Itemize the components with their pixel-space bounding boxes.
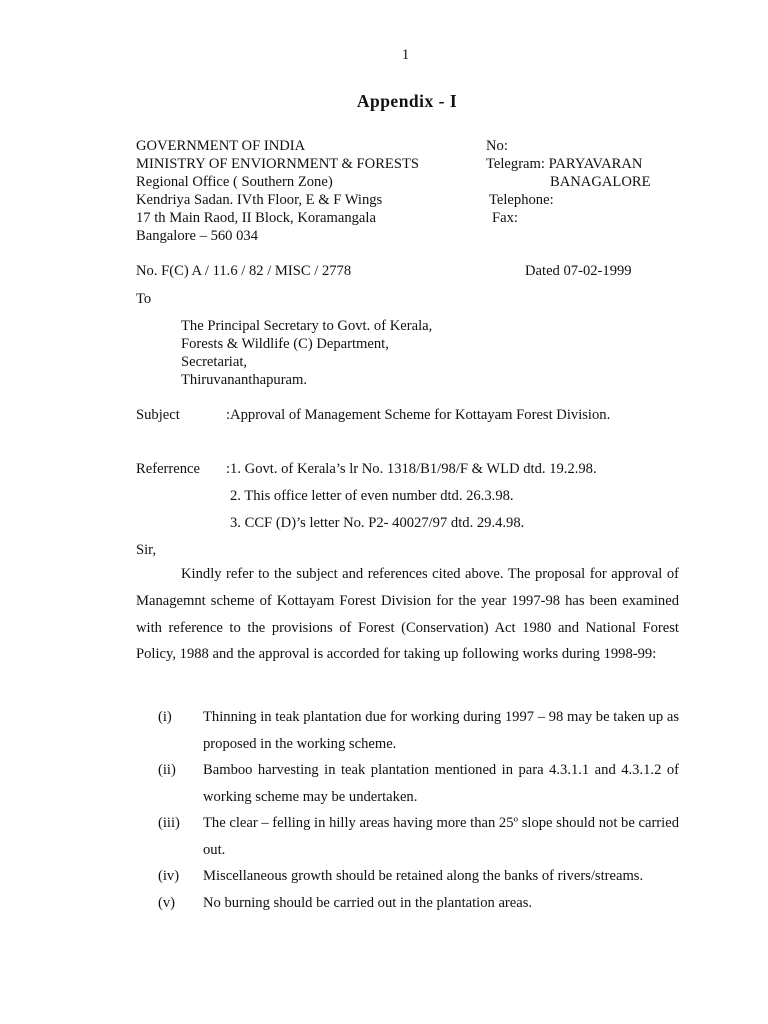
subject-text: :Approval of Management Scheme for Kottayam Forest Division. — [226, 407, 611, 423]
contact-fax: Fax: — [492, 210, 518, 226]
letter-date: Dated 07-02-1999 — [525, 263, 632, 279]
contact-no: No: — [486, 138, 508, 154]
recipient-line-city: Thiruvananthapuram. — [181, 372, 308, 388]
sender-line-city: Bangalore – 560 034 — [136, 228, 258, 244]
contact-telegram: Telegram: PARYAVARAN — [486, 156, 643, 172]
list-item-text: Miscellaneous growth should be retained along the banks of rivers/streams. — [203, 868, 644, 884]
recipient-line-title: The Principal Secretary to Govt. of Kerala, — [181, 318, 433, 334]
page-number: 1 — [401, 47, 410, 63]
list-item-text: No burning should be carried out in the plantation areas. — [203, 895, 533, 911]
reference-number: No. F(C) A / 11.6 / 82 / MISC / 2778 — [136, 263, 352, 279]
sender-line-street: 17 th Main Raod, II Block, Koramangala — [136, 210, 376, 226]
recipient-line-dept: Forests & Wildlife (C) Department, — [181, 336, 389, 352]
list-item-number: (iii) — [158, 815, 180, 831]
salutation: Sir, — [136, 542, 157, 558]
list-item-text: Thinning in teak plantation due for working during 1997 – 98 may be taken up as proposed in the working scheme. — [203, 709, 679, 752]
reference-item-1: :1. Govt. of Kerala’s lr No. 1318/B1/98/F & WLD dtd. 19.2.98. — [226, 461, 597, 477]
list-item-number: (v) — [158, 895, 176, 911]
appendix-title: Appendix - I — [356, 91, 458, 111]
reference-label: Referrence — [136, 461, 200, 477]
sender-line-ministry: MINISTRY OF ENVIORNMENT & FORESTS — [136, 156, 419, 172]
reference-item-2: 2. This office letter of even number dtd. 26.3.98. — [230, 488, 514, 504]
reference-item-3: 3. CCF (D)’s letter No. P2- 40027/97 dtd. 29.4.98. — [230, 515, 525, 531]
to-label: To — [136, 291, 152, 307]
contact-telegram-city: BANAGALORE — [550, 174, 651, 190]
sender-line-ministry-gov: GOVERNMENT OF INDIA — [136, 138, 306, 154]
sender-line-building: Kendriya Sadan. IVth Floor, E & F Wings — [136, 192, 383, 208]
list-item-number: (ii) — [158, 762, 176, 778]
list-item-text: The clear – felling in hilly areas having more than 25º slope should not be carried out. — [203, 815, 679, 858]
list-item-text: Bamboo harvesting in teak plantation mentioned in para 4.3.1.1 and 4.3.1.2 of working scheme may be undertaken. — [203, 762, 679, 805]
contact-telephone: Telephone: — [489, 192, 554, 208]
list-item-number: (i) — [158, 709, 172, 725]
list-item-number: (iv) — [158, 868, 180, 884]
sender-line-office: Regional Office ( Southern Zone) — [136, 174, 333, 190]
recipient-line-secretariat: Secretariat, — [181, 354, 248, 370]
subject-label: Subject — [136, 407, 180, 423]
body-paragraph: Kindly refer to the subject and references cited above. The proposal for approval of Managemnt scheme of Kottayam Forest Division for the year 1997-98 has been examined with reference to the provisions of Forest (Conservation) Act 1980 and National Forest Policy, 1988 and the approval is accorded for taking up following works during 1998-99: — [136, 566, 679, 663]
